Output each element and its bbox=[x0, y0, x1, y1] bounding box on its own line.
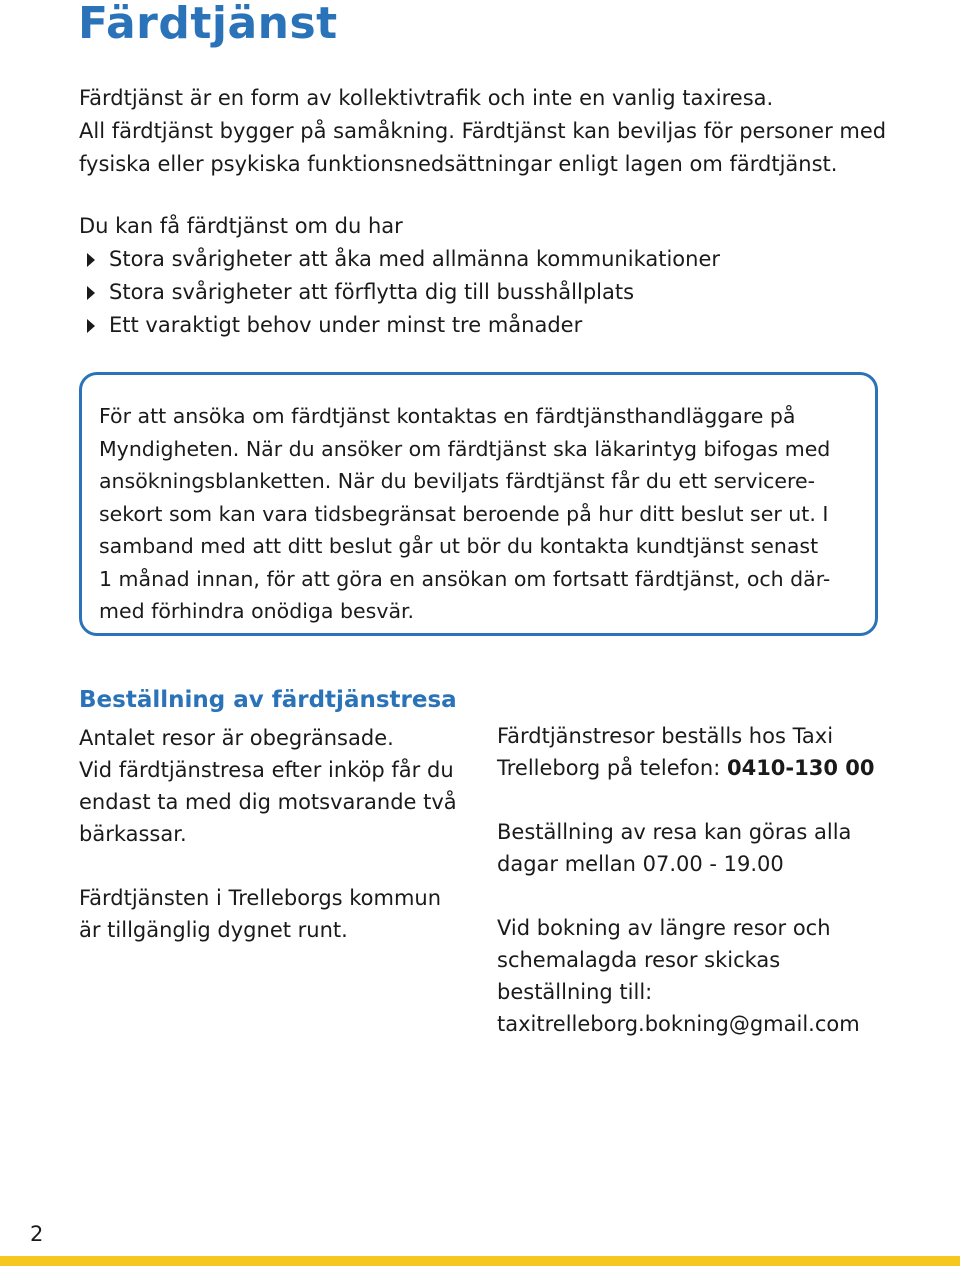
info-box-line: Myndigheten. När du ansöker om färdtjänst ska läkarintyg bifogas med bbox=[99, 436, 831, 461]
phone-label: Trelleborg på telefon: bbox=[497, 756, 727, 780]
triangle-right-icon bbox=[87, 286, 95, 300]
page-number: 2 bbox=[30, 1222, 44, 1246]
paragraph-gap bbox=[497, 880, 927, 912]
phone-number[interactable]: 0410-130 00 bbox=[726, 756, 875, 780]
booking-right-line: Färdtjänstresor beställs hos Taxi bbox=[497, 724, 834, 748]
paragraph-gap bbox=[497, 784, 927, 816]
info-box-line: sekort som kan vara tidsbegränsat beroende på hur ditt beslut ser ut. I bbox=[99, 501, 829, 526]
booking-left-line: Vid färdtjänstresa efter inköp får du bbox=[79, 758, 454, 782]
criteria-item bbox=[79, 276, 899, 309]
booking-right-line: beställning till: bbox=[497, 980, 653, 1004]
booking-right-column bbox=[497, 720, 927, 1040]
criteria-item-text: Stora svårigheter att åka med allmänna kommunikationer bbox=[109, 247, 721, 271]
page-title: Färdtjänst bbox=[78, 0, 338, 49]
info-box-line: samband med att ditt beslut går ut bör du kontakta kundtjänst senast bbox=[99, 534, 819, 558]
criteria-item bbox=[79, 309, 899, 342]
info-box-line: med förhindra onödiga besvär. bbox=[99, 599, 415, 623]
footer-accent-bar bbox=[0, 1256, 960, 1266]
info-box-line: För att ansöka om färdtjänst kontaktas en färdtjänsthandläggare på bbox=[99, 404, 796, 428]
criteria-item-text: Ett varaktigt behov under minst tre månader bbox=[109, 313, 583, 337]
intro-paragraph bbox=[79, 82, 899, 181]
triangle-right-icon bbox=[87, 253, 95, 267]
booking-phone-line bbox=[497, 752, 927, 784]
booking-email[interactable]: taxitrelleborg.bokning@gmail.com bbox=[497, 1012, 860, 1036]
booking-left-column bbox=[79, 722, 479, 946]
info-box-line: 1 månad innan, för att göra en ansökan om fortsatt färdtjänst, och där- bbox=[99, 566, 831, 591]
intro-line: All färdtjänst bygger på samåkning. Färdtjänst kan beviljas för personer med bbox=[79, 119, 887, 143]
booking-left-line: bärkassar. bbox=[79, 822, 187, 846]
paragraph-gap bbox=[79, 850, 479, 882]
intro-line: fysiska eller psykiska funktionsnedsättningar enligt lagen om färdtjänst. bbox=[79, 152, 838, 176]
booking-right-line: dagar mellan 07.00 - 19.00 bbox=[497, 852, 784, 876]
criteria-item-text: Stora svårigheter att förflytta dig till busshållplats bbox=[109, 280, 635, 304]
criteria-item bbox=[79, 243, 899, 276]
booking-heading: Beställning av färdtjänstresa bbox=[79, 687, 457, 713]
booking-left-line: Färdtjänsten i Trelleborgs kommun bbox=[79, 886, 442, 910]
booking-left-line: endast ta med dig motsvarande två bbox=[79, 790, 457, 814]
booking-right-line: Vid bokning av längre resor och bbox=[497, 916, 831, 940]
booking-left-line: Antalet resor är obegränsade. bbox=[79, 726, 394, 750]
info-box-text bbox=[99, 400, 869, 628]
booking-right-line: Beställning av resa kan göras alla bbox=[497, 820, 852, 844]
booking-right-line: schemalagda resor skickas bbox=[497, 948, 781, 972]
eligibility-lead: Du kan få färdtjänst om du har bbox=[79, 214, 403, 238]
booking-left-line: är tillgänglig dygnet runt. bbox=[79, 918, 348, 942]
intro-line: Färdtjänst är en form av kollektivtrafik och inte en vanlig taxiresa. bbox=[79, 86, 774, 110]
info-box-line: ansökningsblanketten. När du beviljats färdtjänst får du ett servicere- bbox=[99, 469, 816, 493]
eligibility-section bbox=[79, 210, 899, 342]
criteria-list bbox=[79, 243, 899, 342]
triangle-right-icon bbox=[87, 319, 95, 333]
